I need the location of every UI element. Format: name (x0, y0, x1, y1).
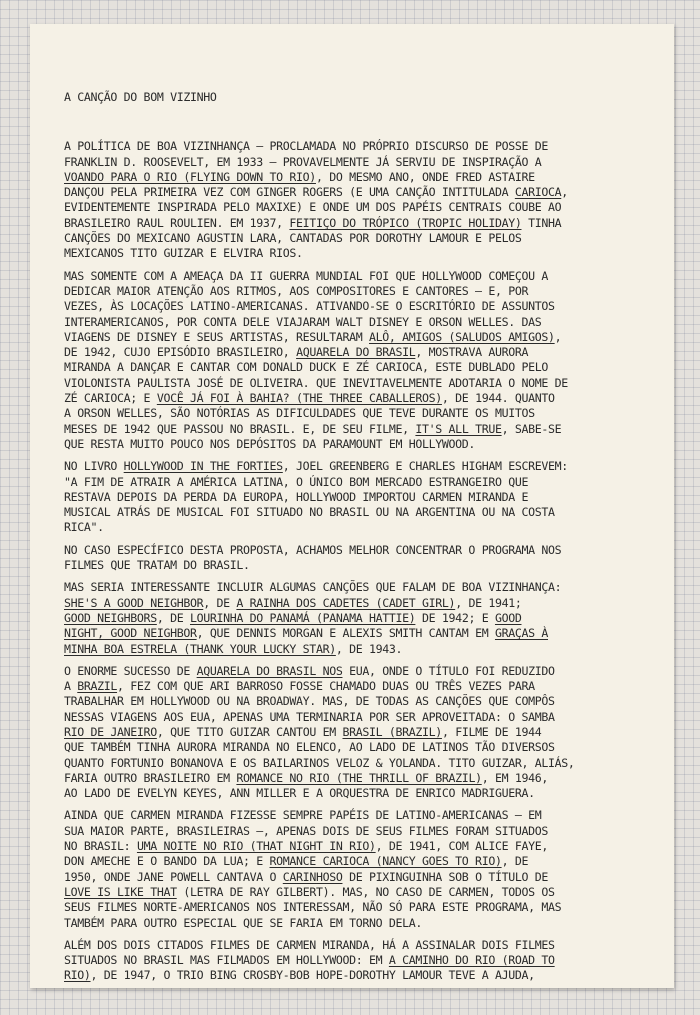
underlined-film-title: A RAINHA DOS CADETES (CADET GIRL) (236, 595, 456, 610)
text-segment: MIRANDA A DANÇAR E CANTAR COM DONALD DUCK E ZÉ CARIOCA, ESTE DUBLADO PELO (64, 360, 548, 375)
underlined-film-title: VOCÊ JÁ FOI À BAHIA? (THE THREE CABALLEROS) (156, 391, 442, 406)
text-line (64, 299, 656, 314)
text-segment: , DE (203, 595, 237, 610)
underlined-film-title: LOVE IS LIKE THAT (64, 884, 177, 899)
underlined-film-title: HOLLYWOOD IN THE FORTIES (123, 459, 283, 474)
text-segment: MUSICAL ATRÁS DE MUSICAL FOI SITUADO NO BRASIL OU NA ARGENTINA OU NA COSTA (64, 505, 555, 520)
underlined-film-title: MINHA BOA ESTRELA (THANK YOUR LUCKY STAR) (64, 641, 336, 656)
text-segment: ZÉ CARIOCA; E (64, 391, 157, 406)
text-line (64, 269, 656, 284)
underlined-film-title: BRAZIL (77, 679, 118, 694)
text-segment: 1950, ONDE JANE POWELL CANTAVA O (64, 869, 283, 884)
text-segment: , DE (156, 610, 190, 625)
text-line (64, 284, 656, 299)
text-line (64, 854, 656, 869)
text-segment: , JOEL GREENBERG E CHARLES HIGHAM ESCREVEM: (282, 459, 568, 474)
text-segment: A POLÍTICA DE BOA VIZINHANÇA — PROCLAMADA NO PRÓPRIO DISCURSO DE POSSE DE (64, 139, 548, 154)
text-segment: , QUE DENNIS MORGAN E ALEXIS SMITH CANTAM EM (196, 626, 495, 641)
text-segment: , (554, 329, 562, 344)
text-segment: , DE 1947, O TRIO BING CROSBY-BOB HOPE-DOROTHY LAMOUR TEVE A AJUDA, (90, 968, 535, 983)
text-segment: , FILME DE 1944 (441, 724, 542, 739)
paragraph (64, 459, 656, 535)
text-line (64, 490, 656, 505)
text-line (64, 170, 656, 185)
text-segment: INTERAMERICANOS, POR CONTA DELE VIAJARAM WALT DISNEY E ORSON WELLES. DAS (64, 314, 542, 329)
text-segment: VIOLONISTA PAULISTA JOSÉ DE OLIVEIRA. QUE INEVITAVELMENTE ADOTARIA O NOME DE (64, 375, 568, 390)
text-line (64, 870, 656, 885)
document-title: A CANÇÃO DO BOM VIZINHO (64, 90, 217, 104)
underlined-film-title: CARIOCA (514, 185, 562, 200)
text-line (64, 155, 656, 170)
text-line (64, 520, 656, 535)
underlined-film-title: LOURINHA DO PANAMÁ (PANAMA HATTIE) (189, 610, 416, 625)
text-segment: SITUADOS NO BRASIL MAS FILMADOS EM HOLLYWOOD: EM (64, 953, 389, 968)
text-line (64, 422, 656, 437)
text-segment: AO LADO DE EVELYN KEYES, ANN MILLER E A ORQUESTRA DE ENRICO MADRIGUERA. (64, 786, 535, 801)
underlined-film-title: A CAMINHO DO RIO (ROAD TO (388, 953, 555, 968)
underlined-film-title: RIO) (64, 968, 91, 983)
text-line (64, 459, 656, 474)
underlined-film-title: AQUARELA DO BRASIL NOS (196, 663, 343, 678)
text-line (64, 330, 656, 345)
text-segment: , (561, 185, 568, 200)
text-segment: FILMES QUE TRATAM DO BRASIL. (64, 558, 250, 573)
typewritten-page (30, 24, 674, 988)
text-line (64, 740, 656, 755)
underlined-film-title: FEITIÇO DO TRÓPICO (TROPIC HOLIDAY) (289, 215, 522, 230)
text-line (64, 437, 656, 452)
paragraph (64, 139, 656, 261)
text-segment: MAS SERIA INTERESSANTE INCLUIR ALGUMAS CANÇÕES QUE FALAM DE BOA VIZINHANÇA: (64, 580, 562, 595)
text-line (64, 664, 656, 679)
text-line (64, 642, 656, 657)
text-segment: VIAGENS DE DISNEY E SEUS ARTISTAS, RESULTARAM (64, 329, 369, 344)
text-line (64, 694, 656, 709)
text-line (64, 808, 656, 823)
underlined-film-title: GOOD NEIGHBORS (64, 610, 157, 625)
text-segment: , DE 1943. (335, 641, 403, 656)
text-segment: DON AMECHE E O BANDO DA LUA; E (64, 854, 270, 869)
text-segment: NO BRASIL: (64, 839, 137, 854)
text-segment: , DO MESMO ANO, ONDE FRED ASTAIRE (315, 169, 535, 184)
text-line (64, 185, 656, 200)
underlined-film-title: SHE'S A GOOD NEIGHBOR (64, 595, 204, 610)
text-line (64, 916, 656, 931)
text-segment: , DE 1941; (455, 595, 522, 610)
text-segment: MESES DE 1942 QUE PASSOU NO BRASIL. E, DE SEU FILME, (64, 421, 416, 436)
text-segment: DE 1942, CUJO EPISÓDIO BRASILEIRO, (64, 345, 297, 360)
text-line (64, 360, 656, 375)
paragraph (64, 808, 656, 930)
text-line (64, 596, 656, 611)
text-segment: A (64, 679, 78, 694)
text-line (64, 839, 656, 854)
text-line (64, 679, 656, 694)
text-segment: DEDICAR MAIOR ATENÇÃO AOS RITMOS, AOS COMPOSITORES E CANTORES — E, POR (64, 283, 529, 298)
underlined-film-title: NIGHT, GOOD NEIGHBOR (64, 626, 197, 641)
text-segment: , DE (501, 854, 529, 869)
text-segment: EVIDENTEMENTE INSPIRADA PELO MAXIXE) E ONDE UM DOS PAPÉIS CENTRAIS COUBE AO (64, 200, 562, 215)
text-segment: TRABALHAR EM HOLLYWOOD OU NA BROADWAY. MAS, DE TODAS AS CANÇÕES QUE COMPÔS (64, 694, 555, 709)
text-line (64, 246, 656, 261)
text-line (64, 231, 656, 246)
text-segment: (LETRA DE RAY GILBERT). MAS, NO CASO DE CARMEN, TODOS OS (176, 884, 555, 899)
text-segment: TAMBÉM PARA OUTRO ESPECIAL QUE SE FARIA EM TORNO DELA. (64, 915, 423, 930)
text-segment: TINHA (521, 215, 562, 230)
text-segment: ALÉM DOS DOIS CITADOS FILMES DE CARMEN MIRANDA, HÁ A ASSINALAR DOIS FILMES (64, 937, 555, 952)
text-line (64, 885, 656, 900)
text-segment: , FEZ COM QUE ARI BARROSO FOSSE CHAMADO DUAS OU TRÊS VEZES PARA (117, 679, 535, 694)
text-segment: DANÇOU PELA PRIMEIRA VEZ COM GINGER ROGERS (E UMA CANÇÃO INTITULADA (64, 185, 515, 200)
text-segment: DE PIXINGUINHA SOB O TÍTULO DE (342, 869, 548, 884)
text-segment: RICA". (64, 520, 104, 535)
text-segment: MAS SOMENTE COM A AMEAÇA DA II GUERRA MUNDIAL FOI QUE HOLLYWOOD COMEÇOU A (64, 268, 548, 283)
text-segment: SEUS FILMES NORTE-AMERICANOS NOS INTERESSAM, NÃO SÓ PARA ESTE PROGRAMA, MAS (64, 900, 562, 915)
text-line (64, 558, 656, 573)
text-segment: FARIA OUTRO BRASILEIRO EM (64, 770, 237, 785)
text-segment: SUA MAIOR PARTE, BRASILEIRAS —, APENAS DOIS DE SEUS FILMES FORAM SITUADOS (64, 823, 548, 838)
text-segment: , MOSTRAVA AURORA (415, 345, 529, 360)
text-segment: NESSAS VIAGENS AOS EUA, APENAS UMA TERMINARIA POR SER APROVEITADA: O SAMBA (64, 709, 555, 724)
underlined-film-title: RIO DE JANEIRO (64, 724, 157, 739)
underlined-film-title: AQUARELA DO BRASIL (296, 345, 416, 360)
paragraph (64, 664, 656, 802)
text-segment: AINDA QUE CARMEN MIRANDA FIZESSE SEMPRE PAPÉIS DE LATINO-AMERICANAS — EM (64, 808, 542, 823)
text-line (64, 626, 656, 641)
text-segment: BRASILEIRO RAUL ROULIEN. EM 1937, (64, 215, 290, 230)
text-segment: QUE TAMBÉM TINHA AURORA MIRANDA NO ELENCO, AO LADO DE LATINOS TÃO DIVERSOS (64, 740, 555, 755)
text-segment: CANÇÕES DO MEXICANO AGUSTIN LARA, CANTADAS POR DOROTHY LAMOUR E PELOS (64, 231, 522, 246)
underlined-film-title: GRAÇAS À (494, 626, 549, 641)
text-line (64, 406, 656, 421)
paragraph (64, 938, 656, 984)
text-line (64, 505, 656, 520)
text-line (64, 968, 656, 983)
text-segment: MEXICANOS TITO GUIZAR E ELVIRA RIOS. (64, 246, 303, 261)
underlined-film-title: ROMANCE NO RIO (THE THRILL OF BRAZIL) (236, 770, 482, 785)
text-segment: , DE 1941, COM ALICE FAYE, (375, 839, 549, 854)
underlined-film-title: CARINHOSO (282, 869, 343, 884)
underlined-film-title: UMA NOITE NO RIO (THAT NIGHT IN RIO) (136, 839, 376, 854)
text-segment: , DE 1944. QUANTO (441, 391, 555, 406)
text-line (64, 216, 656, 231)
underlined-film-title: GOOD (494, 610, 522, 625)
text-segment: DE 1942; E (415, 610, 495, 625)
text-segment: , QUE TITO GUIZAR CANTOU EM (156, 724, 343, 739)
text-line (64, 315, 656, 330)
text-segment: QUANTO FORTUNIO BONANOVA E OS BAILARINOS VELOZ & YOLANDA. TITO GUIZAR, ALIÁS, (64, 755, 575, 770)
text-segment: "A FIM DE ATRAIR A AMÉRICA LATINA, O ÚNICO BOM MERCADO ESTRANGEIRO QUE (64, 474, 529, 489)
paragraph (64, 543, 656, 574)
underlined-film-title: BRASIL (BRAZIL) (342, 724, 442, 739)
document-body (64, 139, 656, 983)
text-line (64, 824, 656, 839)
text-segment: EUA, ONDE O TÍTULO FOI REDUZIDO (342, 663, 555, 678)
text-segment: , SABE-SE (501, 421, 562, 436)
underlined-film-title: ROMANCE CARIOCA (NANCY GOES TO RIO) (269, 854, 502, 869)
text-line (64, 200, 656, 215)
text-line (64, 953, 656, 968)
text-line (64, 786, 656, 801)
text-segment: NO CASO ESPECÍFICO DESTA PROPOSTA, ACHAMOS MELHOR CONCENTRAR O PROGRAMA NOS (64, 542, 562, 557)
text-segment: FRANKLIN D. ROOSEVELT, EM 1933 — PROVAVELMENTE JÁ SERVIU DE INSPIRAÇÃO A (64, 154, 542, 169)
text-segment: NO LIVRO (64, 459, 124, 474)
text-line (64, 376, 656, 391)
text-segment: , EM 1946, (481, 770, 549, 785)
text-line (64, 900, 656, 915)
text-segment: A ORSON WELLES, SÃO NOTÓRIAS AS DIFICULDADES QUE TEVE DURANTE OS MUITOS (64, 406, 535, 421)
text-line (64, 938, 656, 953)
text-segment: QUE RESTA MUITO POUCO NOS DEPÓSITOS DA PARAMOUNT EM HOLLYWOOD. (64, 436, 476, 451)
text-segment: O ENORME SUCESSO DE (64, 663, 197, 678)
text-line (64, 771, 656, 786)
text-line (64, 345, 656, 360)
underlined-film-title: VOANDO PARA O RIO (FLYING DOWN TO RIO) (64, 169, 316, 184)
text-line (64, 580, 656, 595)
text-segment: VEZES, ÀS LOCAÇÕES LATINO-AMERICANAS. ATIVANDO-SE O ESCRITÓRIO DE ASSUNTOS (64, 299, 555, 314)
text-line (64, 391, 656, 406)
text-line (64, 710, 656, 725)
text-line (64, 756, 656, 771)
paragraph (64, 269, 656, 453)
underlined-film-title: IT'S ALL TRUE (415, 421, 502, 436)
text-line (64, 543, 656, 558)
paragraph (64, 580, 656, 656)
text-line (64, 725, 656, 740)
underlined-film-title: ALÔ, AMIGOS (SALUDOS AMIGOS) (368, 329, 555, 344)
text-segment: RESTAVA DEPOIS DA PERDA DA EUROPA, HOLLYWOOD IMPORTOU CARMEN MIRANDA E (64, 489, 529, 504)
text-line (64, 611, 656, 626)
text-line (64, 475, 656, 490)
text-line (64, 139, 656, 154)
